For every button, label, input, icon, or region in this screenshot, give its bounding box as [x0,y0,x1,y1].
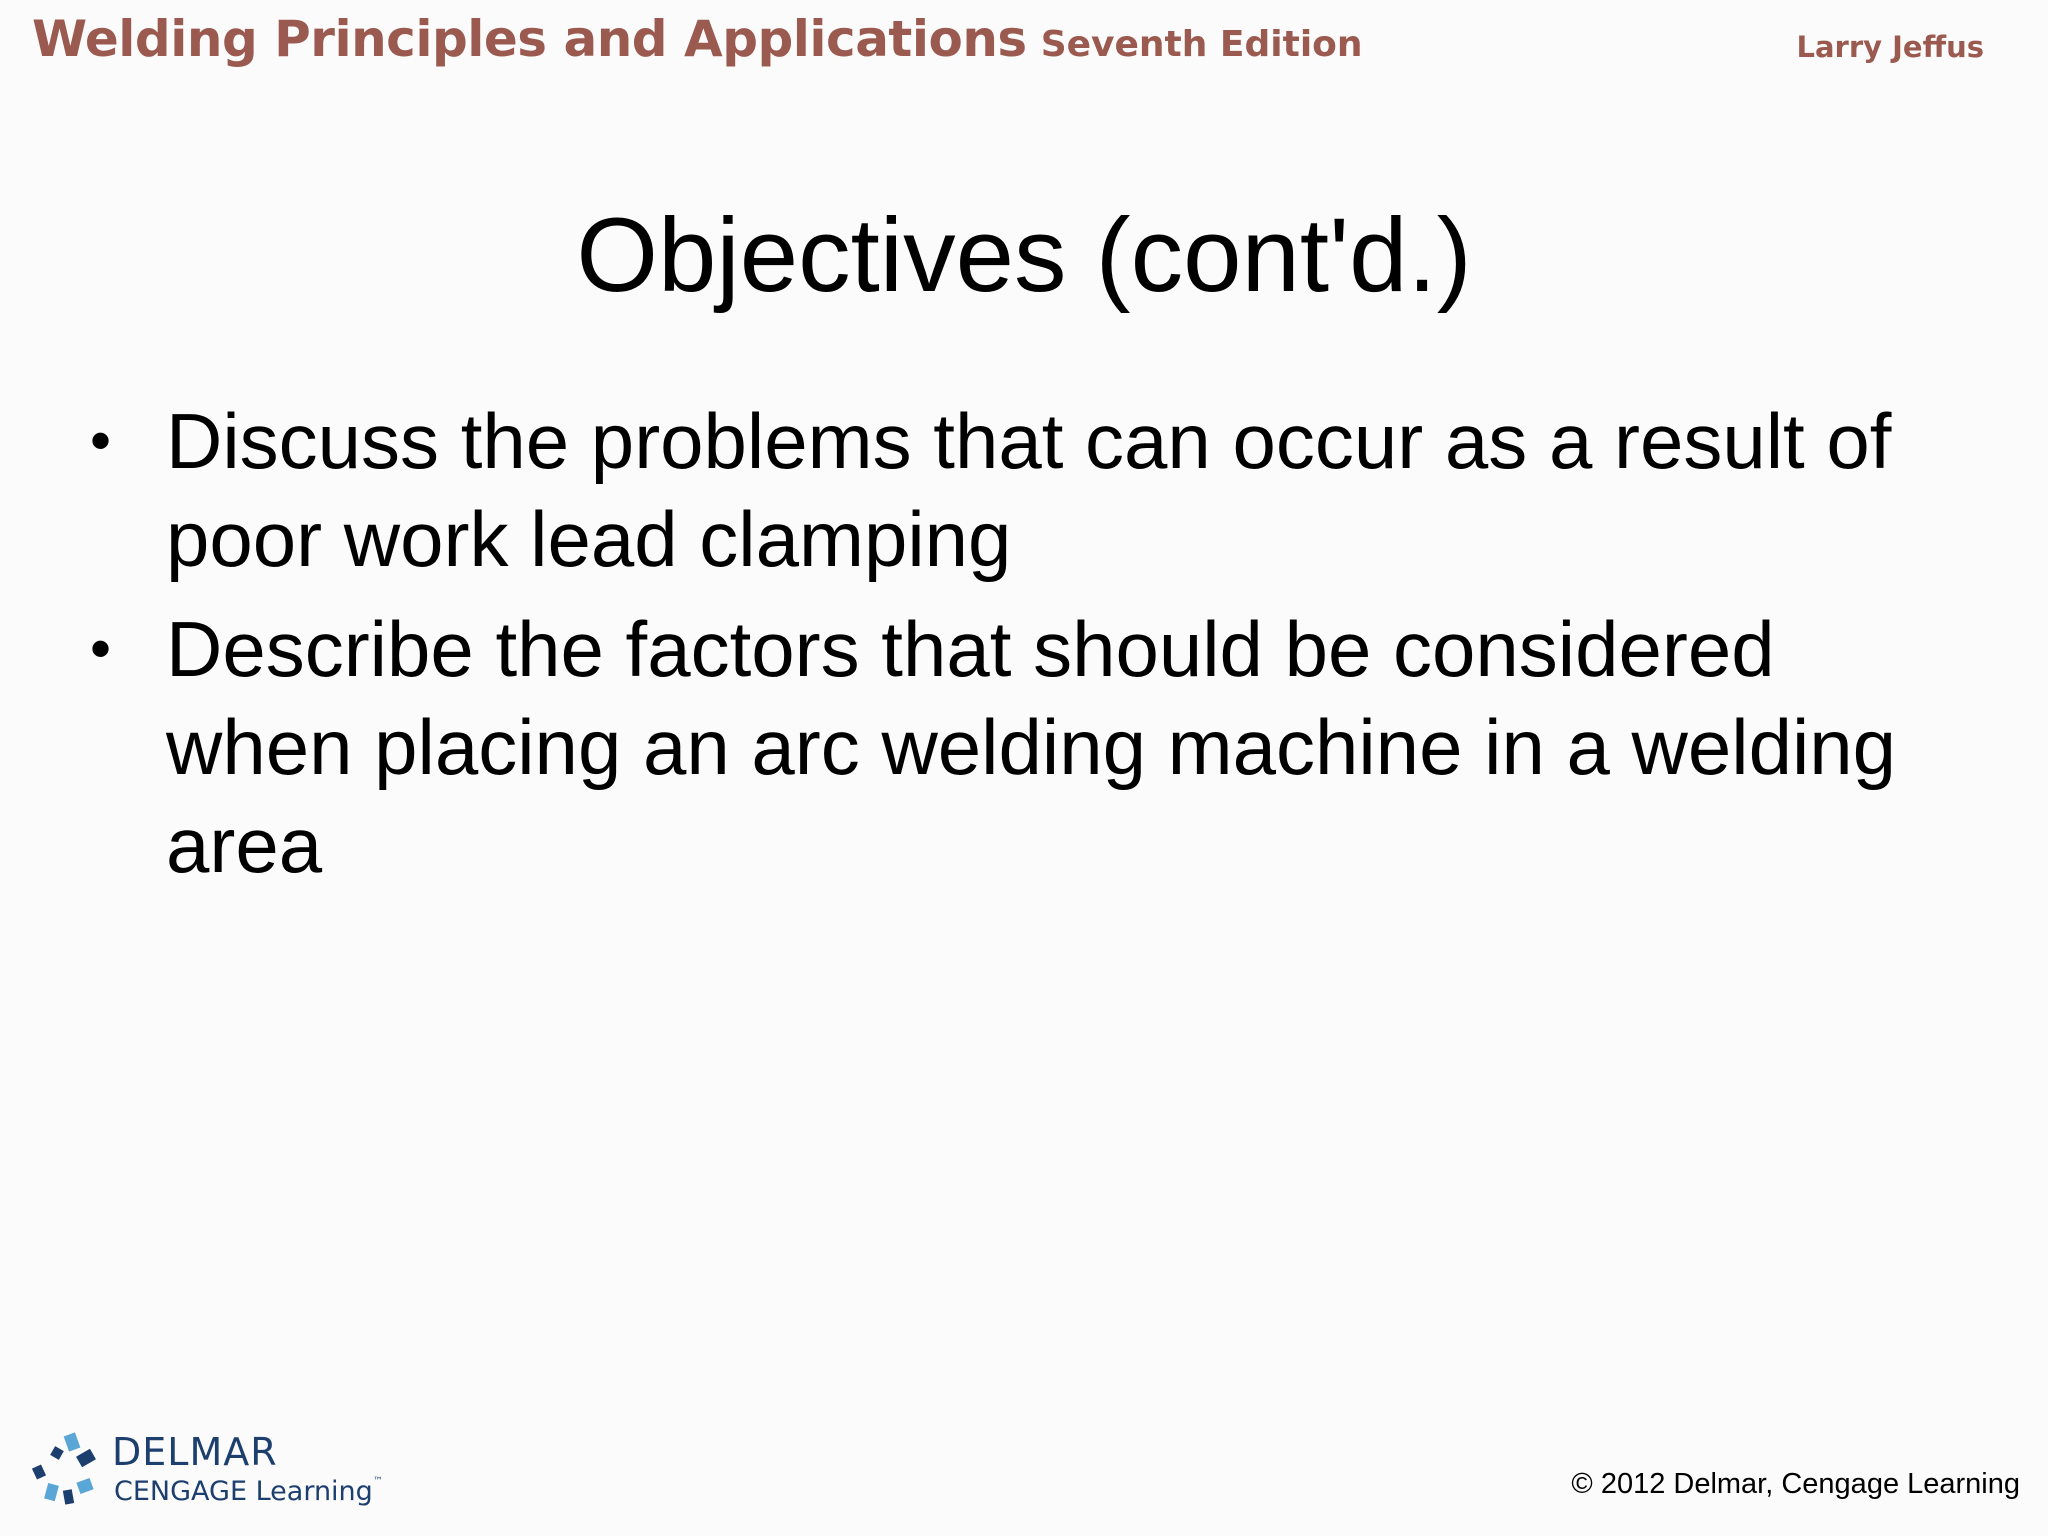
logo-cengage-label: CENGAGE Learning [114,1476,373,1507]
copyright-notice: © 2012 Delmar, Cengage Learning [1571,1468,2020,1500]
author-name: Larry Jeffus [1796,30,1984,64]
book-title: Welding Principles and Applications [32,10,1027,68]
bullet-dot-icon: • [90,615,112,682]
logo-cengage-text [114,1476,383,1507]
bullet-text: Describe the factors that should be considered when placing an arc welding machine in a welding area [166,605,1897,889]
cengage-logo-icon [30,1432,110,1512]
bullet-dot-icon: • [90,407,112,474]
bullet-text: Discuss the problems that can occur as a result of poor work lead clamping [166,397,1892,583]
delmar-cengage-logo [30,1432,390,1512]
trademark-symbol: ™ [372,1476,383,1487]
bullet-item [80,600,1980,894]
edition-label: Seventh Edition [1040,24,1363,65]
bullet-list [80,392,1980,906]
logo-delmar-text: DELMAR [112,1430,278,1474]
slide-title: Objectives (cont'd.) [576,197,1472,314]
book-title-header [32,10,1363,68]
bullet-item [80,392,1980,588]
